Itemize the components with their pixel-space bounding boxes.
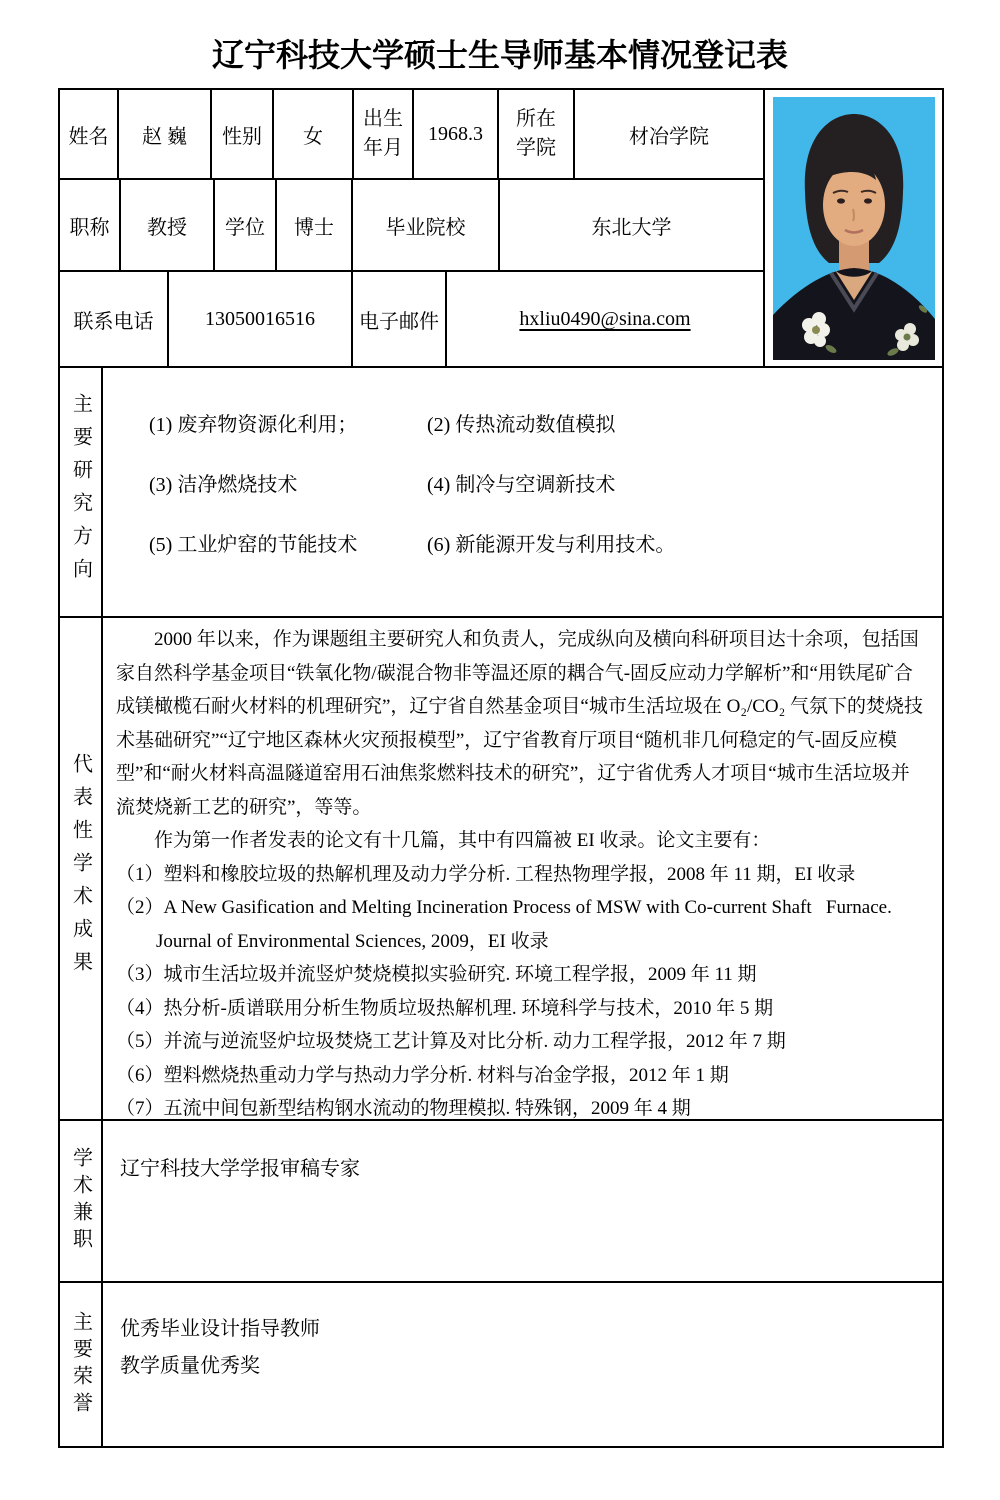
email-value: hxliu0490@sina.com — [519, 307, 691, 330]
paper-item-5: （5）并流与逆流竖炉垃圾焚烧工艺计算及对比分析. 动力工程学报，2012 年 7 期 — [116, 1031, 786, 1052]
research-item-6: (6) 新能源开发与利用技术。 — [427, 534, 676, 556]
achievements-paragraph-1: 2000 年以来，作为课题组主要研究人和负责人，完成纵向及横向科研项目达十余项，包括国家自然科学基金项目“铁氧化物/碳混合物非等温还原的耦合气-固反应动力学解析”和“用铁尾矿合成镁橄榄石耐火材料的机理研究”，辽宁省自然基金项目“城市生活垃圾在 O₂/CO₂ 气氛下的焚烧技术基础研究”“辽宁地区森林火灾预报模型”，辽宁省教育厅项目“随机非几何稳定的气-固反应模型”和“耐火材料高温隧道窑用石油焦浆燃料技术的研究”，辽宁省优秀人才项目“城市生活垃圾并流焚烧新工艺的研究”，等等。 — [116, 629, 924, 818]
honor-line-2: 教学质量优秀奖 — [120, 1355, 260, 1377]
school-value: 东北大学 — [500, 180, 765, 272]
page-title: 辽宁科技大学硕士生导师基本情况登记表 — [211, 37, 788, 73]
basic-info-section — [60, 90, 942, 368]
academic-positions-header-cell — [60, 1121, 103, 1281]
paper-item-1: （1）塑料和橡胶垃圾的热解机理及动力学分析. 工程热物理学报，2008 年 11 期，EI 收录 — [116, 863, 856, 885]
honors-header-cell — [60, 1283, 103, 1446]
birth-value: 1968.3 — [414, 90, 499, 180]
college-value: 材冶学院 — [575, 90, 765, 180]
achievements-header-cell — [60, 618, 103, 1119]
email-label: 电子邮件 — [353, 272, 447, 368]
birth-label: 出生年月 — [354, 90, 414, 180]
name-label: 姓名 — [60, 90, 119, 180]
research-directions-header-cell — [60, 368, 103, 616]
honors-section — [60, 1283, 942, 1446]
research-directions-content — [103, 368, 942, 616]
gender-label: 性别 — [212, 90, 274, 180]
research-item-4: (4) 制冷与空调新技术 — [427, 474, 616, 496]
gender-value: 女 — [274, 90, 354, 180]
registration-form-table — [58, 88, 944, 1448]
research-directions-header: 主要研究方向 — [69, 393, 92, 591]
photo-cell — [765, 90, 942, 368]
achievements-paragraph-2: 作为第一作者发表的论文有十几篇，其中有四篇被 EI 收录。论文主要有： — [154, 830, 771, 851]
basic-info-row-2 — [60, 180, 765, 272]
phone-value: 13050016516 — [169, 272, 353, 368]
job-title-label: 职称 — [60, 180, 121, 272]
achievements-section — [60, 618, 942, 1121]
name-value: 赵 巍 — [119, 90, 212, 180]
basic-info-row-1 — [60, 90, 765, 180]
job-title-value: 教授 — [121, 180, 215, 272]
honors-content — [103, 1283, 942, 1446]
degree-value: 博士 — [277, 180, 353, 272]
degree-label: 学位 — [215, 180, 277, 272]
email-cell — [447, 272, 765, 368]
portrait-photo — [773, 97, 935, 360]
paper-item-6: （6）塑料燃烧热重动力学与热动力学分析. 材料与冶金学报，2012 年 1 期 — [116, 1064, 729, 1086]
research-item-1: (1) 废弃物资源化利用； — [149, 414, 358, 436]
academic-positions-content: 辽宁科技大学学报审稿专家 — [120, 1158, 360, 1180]
honor-line-1: 优秀毕业设计指导教师 — [120, 1318, 320, 1340]
research-item-5: (5) 工业炉窑的节能技术 — [149, 534, 358, 556]
honors-header: 主要荣誉 — [69, 1310, 92, 1419]
academic-positions-section — [60, 1121, 942, 1283]
research-item-2: (2) 传热流动数值模拟 — [427, 414, 616, 436]
school-label: 毕业院校 — [353, 180, 500, 272]
achievements-content — [103, 618, 942, 1119]
phone-label: 联系电话 — [60, 272, 169, 368]
paper-item-7: （7）五流中间包新型结构钢水流动的物理模拟. 特殊钢，2009 年 4 期 — [116, 1098, 691, 1119]
college-label: 所在学院 — [499, 90, 575, 180]
research-item-3: (3) 洁净燃烧技术 — [149, 474, 298, 496]
paper-item-4: （4）热分析-质谱联用分析生物质垃圾热解机理. 环境科学与技术，2010 年 5 期 — [116, 997, 774, 1019]
achievements-header: 代表性学术成果 — [69, 753, 92, 984]
paper-item-3: （3）城市生活垃圾并流竖炉焚烧模拟实验研究. 环境工程学报，2009 年 11 期 — [116, 964, 757, 985]
research-directions-section — [60, 368, 942, 618]
academic-positions-header: 学术兼职 — [69, 1147, 92, 1255]
basic-info-row-3 — [60, 272, 765, 368]
paper-item-2: （2）A New Gasification and Melting Incineration Process of MSW with Co-current Shaft Furnace. Journal of Environmental Sciences, 2009，EI 收录 — [116, 897, 897, 952]
